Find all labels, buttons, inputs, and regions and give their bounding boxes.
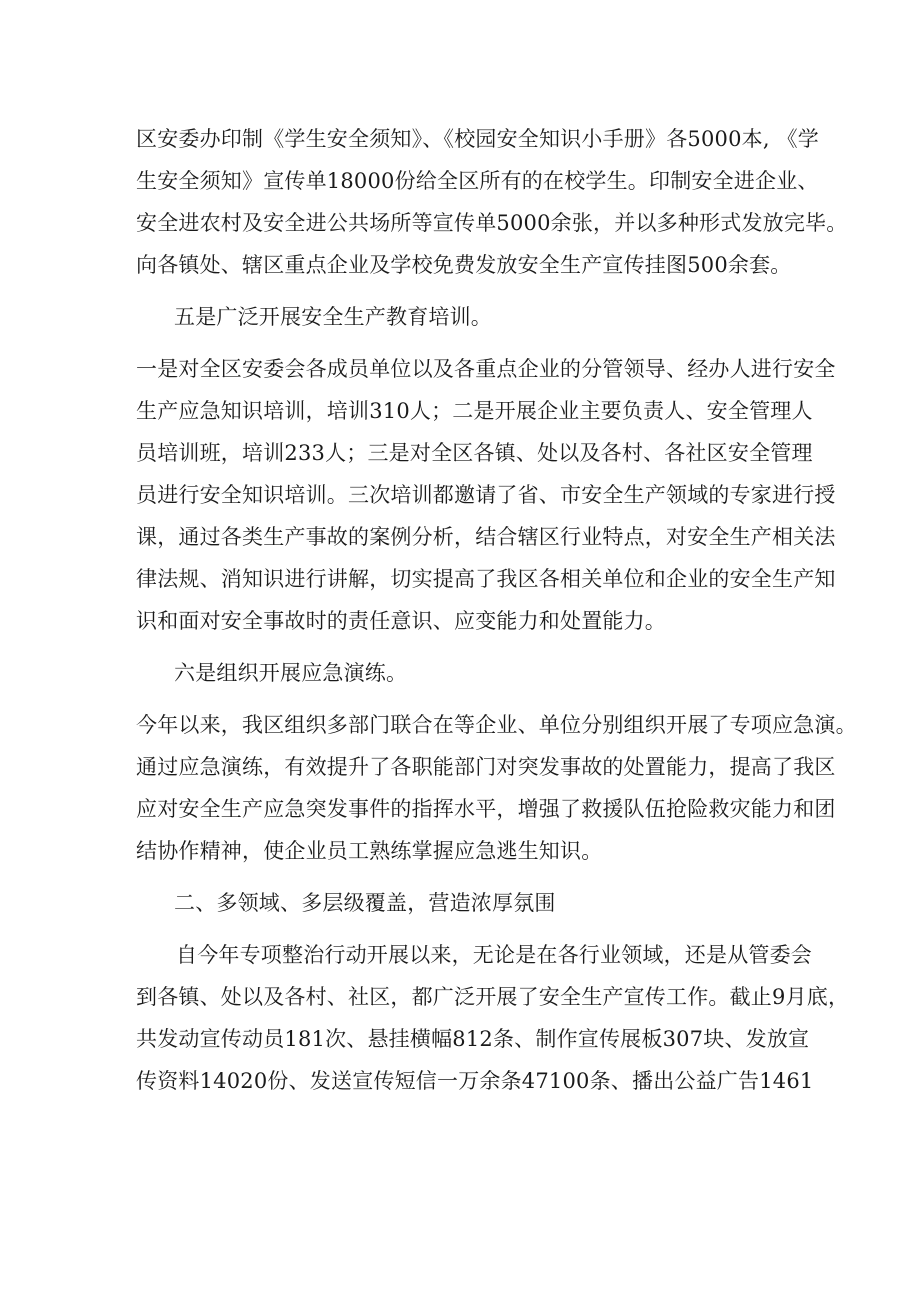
text-line: 员进行安全知识培训。三次培训都邀请了省、市安全生产领域的专家进行授 xyxy=(136,483,836,507)
text-line: 传资料14020份、发送宣传短信一万余条47100条、播出公益广告1461 xyxy=(136,1069,814,1093)
section-heading: 六是组织开展应急演练。 xyxy=(174,661,408,685)
paragraph-training xyxy=(136,348,836,642)
paragraph-leaflets xyxy=(136,118,848,286)
text-line: 自今年专项整治行动开展以来，无论是在各行业领域，还是从管委会 xyxy=(176,943,812,967)
text-line: 今年以来，我区组织多部门联合在等企业、单位分别组织开展了专项应急演。 xyxy=(136,713,857,737)
heading-coverage xyxy=(136,882,796,924)
section-heading: 二、多领域、多层级覆盖，营造浓厚氛围 xyxy=(174,891,556,915)
document-page xyxy=(136,118,857,1102)
section-heading: 五是广泛开展安全生产教育培训。 xyxy=(174,305,492,329)
text-line: 员培训班，培训233人；三是对全区各镇、处以及各村、各社区安全管理 xyxy=(136,441,813,465)
text-line: 生安全须知》宣传单18000份给全区所有的在校学生。印制安全进企业、 xyxy=(136,169,819,193)
paragraph-coverage xyxy=(136,934,850,1102)
text-line: 生产应急知识培训，培训310人；二是开展企业主要负责人、安全管理人 xyxy=(136,399,813,423)
heading-drills xyxy=(136,652,796,694)
text-line: 识和面对安全事故时的责任意识、应变能力和处置能力。 xyxy=(136,609,666,633)
text-line: 向各镇处、辖区重点企业及学校免费发放安全生产宣传挂图500余套。 xyxy=(136,253,792,277)
text-line: 共发动宣传动员181次、悬挂横幅812条、制作宣传展板307块、发放宣 xyxy=(136,1027,810,1051)
text-line: 安全进农村及安全进公共场所等宣传单5000余张，并以多种形式发放完毕。 xyxy=(136,211,848,235)
text-line: 一是对全区安委会各成员单位以及各重点企业的分管领导、经办人进行安全 xyxy=(136,357,836,381)
text-line: 应对安全生产应急突发事件的指挥水平，增强了救援队伍抢险救灾能力和团 xyxy=(136,797,836,821)
paragraph-drills xyxy=(136,704,857,872)
text-line: 律法规、消知识进行讲解，切实提高了我区各相关单位和企业的安全生产知 xyxy=(136,567,836,591)
text-line: 通过应急演练，有效提升了各职能部门对突发事故的处置能力，提高了我区 xyxy=(136,755,836,779)
heading-training xyxy=(136,296,796,338)
text-line: 区安委办印制《学生安全须知》、《校园安全知识小手册》各5000本, 《学 xyxy=(136,127,819,151)
text-line: 结协作精神，使企业员工熟练掌握应急逃生知识。 xyxy=(136,839,603,863)
text-line: 课，通过各类生产事故的案例分析，结合辖区行业特点，对安全生产相关法 xyxy=(136,525,836,549)
text-line: 到各镇、处以及各村、社区，都广泛开展了安全生产宣传工作。截止9月底， xyxy=(136,985,850,1009)
